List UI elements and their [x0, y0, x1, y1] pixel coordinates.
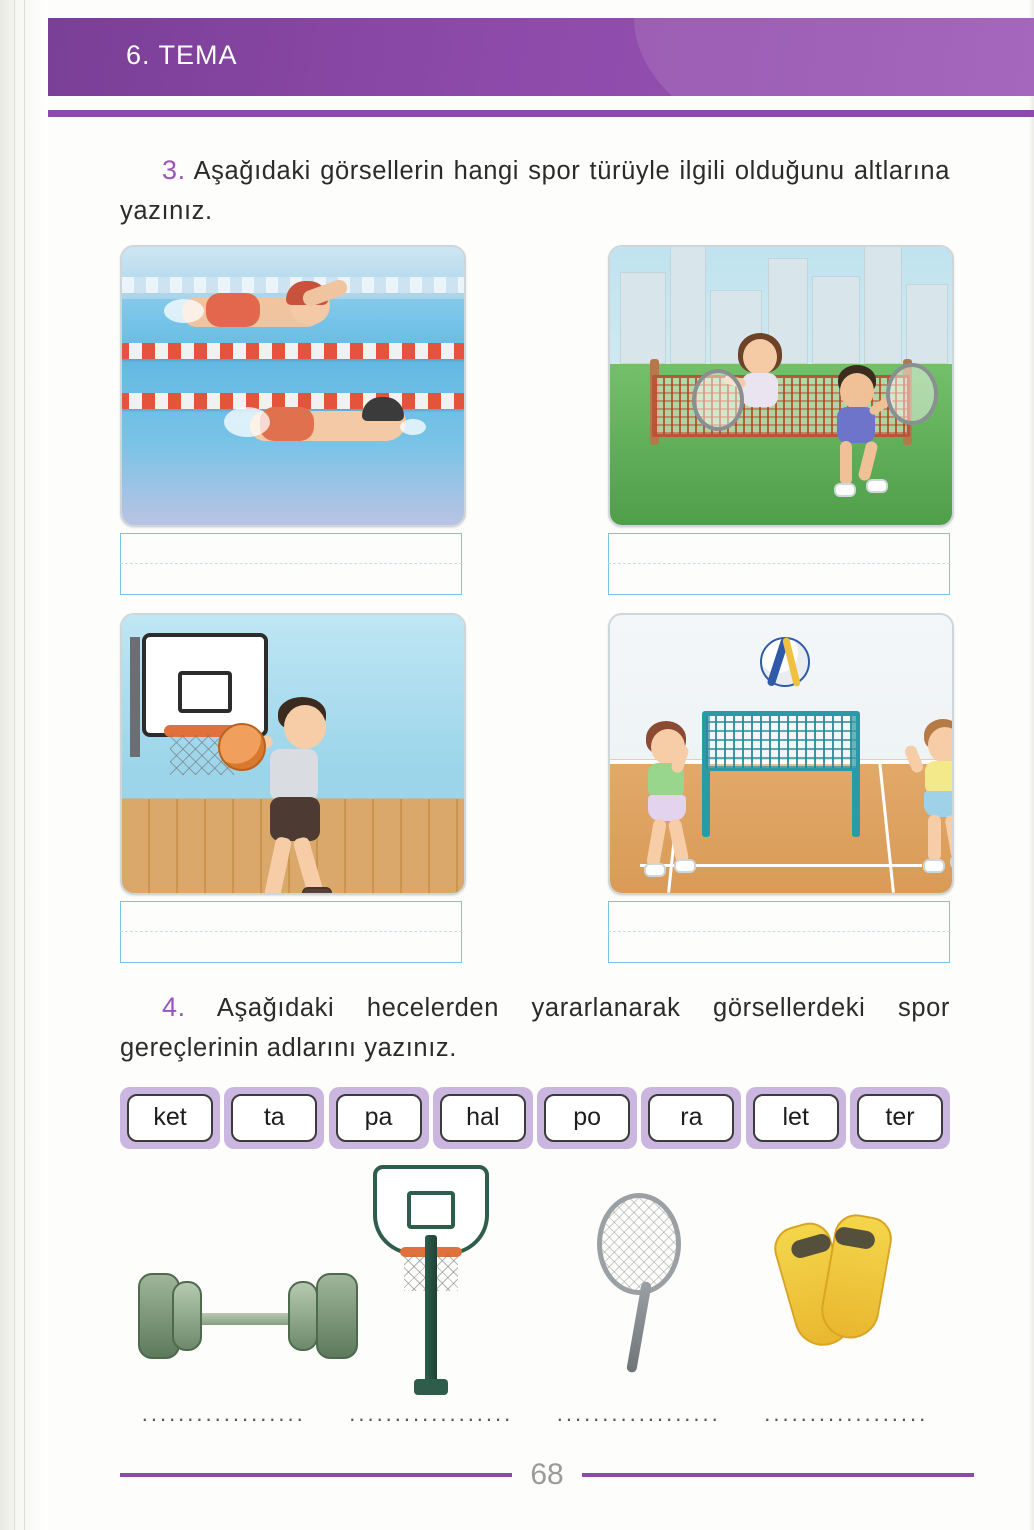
- question-4-text: Aşağıdaki hecelerden yararlanarak görsellerdeki spor gereçlerinin adlarını yazınız.: [120, 994, 950, 1063]
- fins-answer-dots[interactable]: ..................: [764, 1400, 929, 1426]
- barbell-image: [120, 1165, 328, 1395]
- racket-head: [597, 1193, 681, 1295]
- line-top: [608, 533, 950, 534]
- backboard-square: [178, 671, 232, 713]
- syllable-chip-row: [120, 1087, 950, 1149]
- question-3-text: Aşağıdaki görsellerin hangi spor türüyle ilgili olduğunu altlarına yazınız.: [120, 157, 950, 225]
- basketball-image: [120, 613, 466, 895]
- question-4-text-row: [120, 987, 950, 1068]
- tennis-answer-lines[interactable]: [608, 533, 950, 595]
- grid-gap-1: [462, 245, 608, 595]
- theme-title: 6. TEMA: [126, 40, 238, 70]
- line-top: [608, 901, 950, 902]
- hoop-backboard-square: [407, 1191, 455, 1229]
- syllable-label: hal: [440, 1094, 526, 1142]
- barbell-plate-inner-left: [172, 1281, 202, 1351]
- volleyball-ball: [760, 637, 810, 687]
- line-edge-left: [608, 901, 609, 963]
- grid-gap-2: [462, 613, 608, 963]
- swimming-cell: [120, 245, 462, 595]
- equipment-row: [120, 1165, 950, 1395]
- line-bottom: [120, 962, 462, 963]
- line-top: [120, 533, 462, 534]
- syllable-label: let: [753, 1094, 839, 1142]
- line-edge-left: [608, 533, 609, 595]
- tennis-image: [608, 245, 954, 527]
- volleyball-net: [706, 711, 856, 771]
- binding-line-1: [14, 0, 15, 1530]
- footer-rule-right: [582, 1473, 974, 1477]
- question-3-text-row: [120, 150, 950, 231]
- line-top: [120, 901, 462, 902]
- syllable-label: ter: [857, 1094, 943, 1142]
- tennis-scene: [610, 247, 952, 525]
- syllable-label: ket: [127, 1094, 213, 1142]
- volleyball-scene: [610, 615, 952, 893]
- question-3-block: [120, 150, 950, 963]
- pool-scene: [122, 247, 464, 525]
- question-3-image-grid: [120, 245, 950, 963]
- line-bottom: [608, 594, 950, 595]
- racket-girl: [692, 369, 744, 431]
- footer-rule-left: [120, 1473, 512, 1477]
- line-edge-right: [949, 901, 950, 963]
- question-3-number: 3.: [162, 155, 186, 185]
- basketball-cell: [120, 613, 462, 963]
- swimming-image: [120, 245, 466, 527]
- lane-rope-1: [120, 343, 466, 359]
- book-binding-edge: [0, 0, 48, 1530]
- basketball-hoop-image: [328, 1165, 536, 1395]
- syllable-label: ra: [648, 1094, 734, 1142]
- volleyball-answer-lines[interactable]: [608, 901, 950, 963]
- line-mid: [608, 931, 950, 932]
- line-edge-right: [461, 533, 462, 595]
- tennis-cell: [608, 245, 950, 595]
- line-mid: [120, 563, 462, 564]
- backboard: [142, 633, 268, 737]
- racket-handle: [626, 1281, 652, 1373]
- line-bottom: [608, 962, 950, 963]
- basketball-ball: [218, 723, 266, 771]
- hoop-stand-base: [414, 1379, 448, 1395]
- worksheet-content: [120, 150, 950, 1427]
- hoop-pole: [130, 637, 140, 757]
- page-right-edge: [1028, 0, 1034, 1530]
- swimming-answer-lines[interactable]: [120, 533, 462, 595]
- line-edge-left: [120, 533, 121, 595]
- question-4-block: [120, 987, 950, 1426]
- barbell-answer-dots[interactable]: ..................: [141, 1400, 306, 1426]
- syllable-chip-2[interactable]: [329, 1087, 429, 1149]
- line-mid: [120, 931, 462, 932]
- line-mid: [608, 563, 950, 564]
- syllable-chip-3[interactable]: [433, 1087, 533, 1149]
- page-footer: [120, 1458, 974, 1492]
- racket-boy: [886, 363, 938, 425]
- syllable-label: ta: [231, 1094, 317, 1142]
- syllable-chip-1[interactable]: [224, 1087, 324, 1149]
- volleyball-cell: [608, 613, 950, 963]
- volleyball-image: [608, 613, 954, 895]
- swim-fins-image: [743, 1165, 951, 1395]
- hoop-answer-dots[interactable]: ..................: [349, 1400, 514, 1426]
- racket-answer-dots[interactable]: ..................: [556, 1400, 721, 1426]
- header-rule: [48, 110, 1034, 117]
- syllable-chip-4[interactable]: [537, 1087, 637, 1149]
- basketball-scene: [122, 615, 464, 893]
- syllable-label: pa: [336, 1094, 422, 1142]
- hoop-stand-pole: [425, 1235, 437, 1395]
- page-number: 68: [530, 1458, 564, 1491]
- theme-header-band: [48, 18, 1034, 96]
- line-edge-right: [949, 533, 950, 595]
- syllable-chip-7[interactable]: [850, 1087, 950, 1149]
- line-edge-left: [120, 901, 121, 963]
- tennis-racket-image: [535, 1165, 743, 1395]
- barbell-plate-inner-right: [288, 1281, 318, 1351]
- syllable-label: po: [544, 1094, 630, 1142]
- court-line-right: [878, 760, 895, 893]
- syllable-chip-6[interactable]: [746, 1087, 846, 1149]
- question-4-number: 4.: [162, 992, 186, 1023]
- line-edge-right: [461, 901, 462, 963]
- line-bottom: [120, 594, 462, 595]
- syllable-chip-5[interactable]: [641, 1087, 741, 1149]
- binding-line-2: [24, 0, 25, 1530]
- equipment-answer-row: [120, 1395, 950, 1427]
- basketball-answer-lines[interactable]: [120, 901, 462, 963]
- syllable-chip-0[interactable]: [120, 1087, 220, 1149]
